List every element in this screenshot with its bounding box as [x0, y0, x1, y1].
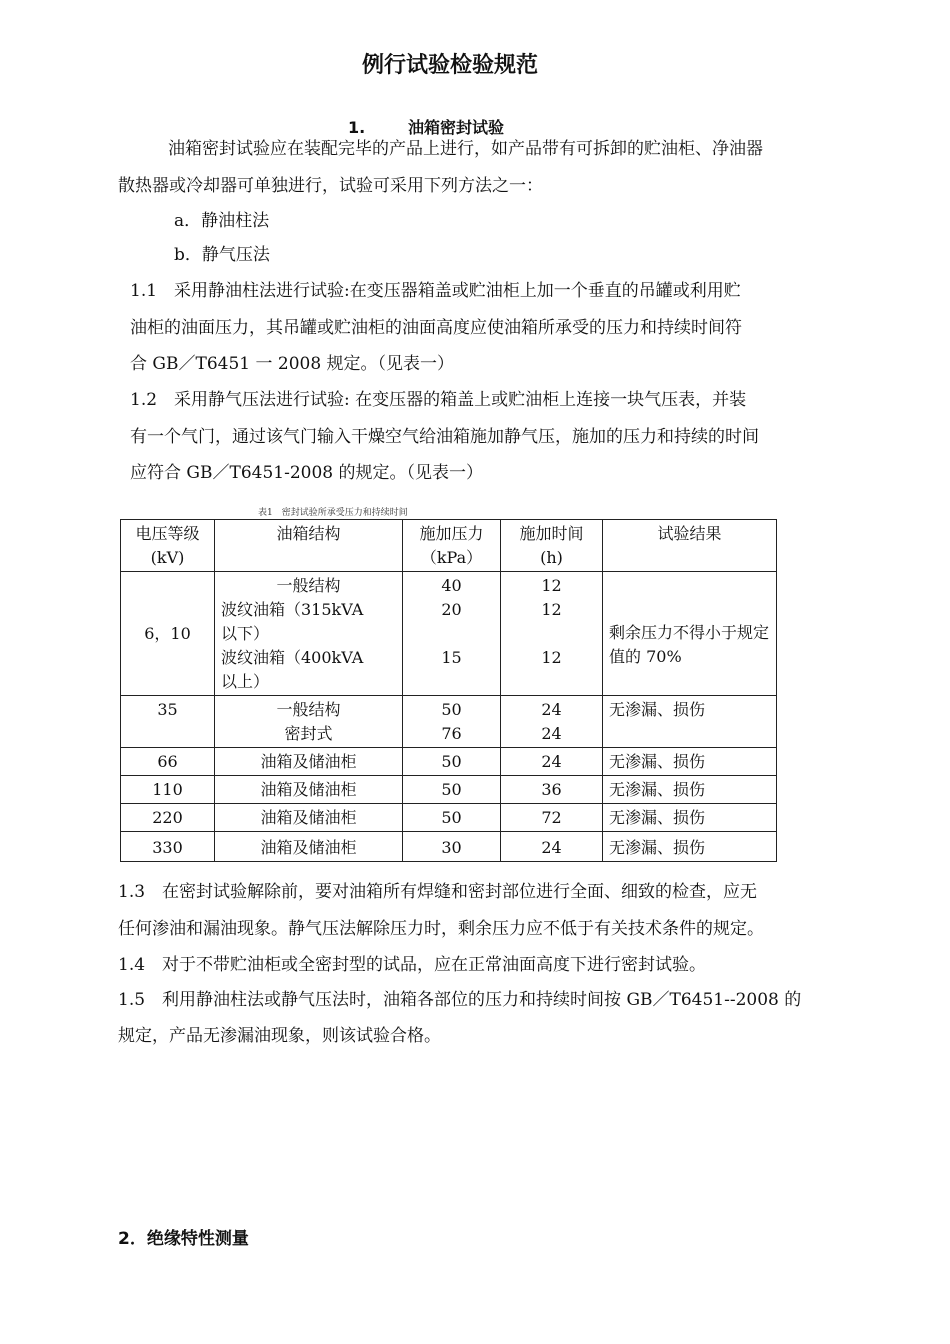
cell-time: 72: [501, 804, 603, 832]
para-1-1-line-2: 油柜的油面压力，其吊罐或贮油柜的油面高度应使油箱所承受的压力和持续时间符: [130, 318, 742, 338]
header-pressure: 施加压力 （kPa）: [403, 520, 501, 572]
para-1-2-line-3: 应符合 GB／T6451-2008 的规定。（见表一）: [130, 463, 483, 483]
cell-structure: 一般结构 波纹油箱（315kVA以下） 波纹油箱（400kVA以上）: [215, 572, 403, 696]
table-row: [121, 748, 777, 776]
table-row: [121, 696, 777, 748]
para-1-2-line-1: 1.2 采用静气压法进行试验: 在变压器的箱盖上或贮油柜上连接一块气压表，并装: [130, 390, 747, 410]
para-1-4: 1.4 对于不带贮油柜或全密封型的试品，应在正常油面高度下进行密封试验。: [118, 955, 707, 975]
cell-voltage: 220: [121, 804, 215, 832]
cell-result: 剩余压力不得小于规定值的 70%: [603, 572, 777, 696]
table-header-row: [121, 520, 777, 572]
cell-pressure: 30: [403, 832, 501, 862]
cell-pressure: 50 76: [403, 696, 501, 748]
cell-pressure: 50: [403, 748, 501, 776]
cell-structure: 油箱及储油柜: [215, 776, 403, 804]
cell-time: 36: [501, 776, 603, 804]
cell-time: 12 12 12: [501, 572, 603, 696]
method-b: b．静气压法: [174, 245, 270, 265]
table-row: [121, 832, 777, 862]
table-row: [121, 572, 777, 696]
cell-result: 无渗漏、损伤: [603, 748, 777, 776]
table-row: [121, 776, 777, 804]
cell-voltage: 35: [121, 696, 215, 748]
cell-voltage: 110: [121, 776, 215, 804]
para-1-5-line-1: 1.5 利用静油柱法或静气压法时，油箱各部位的压力和持续时间按 GB／T6451--2008 的: [118, 990, 802, 1010]
header-time: 施加时间 (h): [501, 520, 603, 572]
document-title: 例行试验检验规范: [361, 53, 538, 78]
cell-result: 无渗漏、损伤: [603, 804, 777, 832]
cell-result: 无渗漏、损伤: [603, 832, 777, 862]
cell-time: 24: [501, 748, 603, 776]
section-1-title: 油箱密封试验: [408, 118, 505, 137]
cell-voltage: 330: [121, 832, 215, 862]
para-1-2-line-2: 有一个气门，通过该气门输入干燥空气给油箱施加静气压，施加的压力和持续的时间: [130, 427, 759, 447]
table-row: [121, 804, 777, 832]
header-voltage: 电压等级 (kV): [121, 520, 215, 572]
header-structure: 油箱结构: [215, 520, 403, 572]
cell-result: 无渗漏、损伤: [603, 776, 777, 804]
cell-voltage: 66: [121, 748, 215, 776]
intro-line-1: 油箱密封试验应在装配完毕的产品上进行，如产品带有可拆卸的贮油柜、净油器: [168, 139, 763, 159]
intro-line-2: 散热器或冷却器可单独进行，试验可采用下列方法之一：: [118, 176, 543, 196]
pressure-table: [120, 519, 777, 862]
method-a: a．静油柱法: [174, 211, 270, 231]
cell-voltage: 6，10: [121, 572, 215, 696]
table-caption: 表1 密封试验所承受压力和持续时间: [258, 508, 408, 518]
section-1-heading: [348, 115, 504, 138]
para-1-3-line-2: 任何渗油和漏油现象。静气压法解除压力时，剩余压力应不低于有关技术条件的规定。: [118, 919, 764, 939]
cell-result: 无渗漏、损伤: [603, 696, 777, 748]
cell-structure: 油箱及储油柜: [215, 804, 403, 832]
para-1-1-line-3: 合 GB／T6451 一 2008 规定。（见表一）: [130, 354, 455, 374]
cell-pressure: 50: [403, 804, 501, 832]
cell-pressure: 40 20 15: [403, 572, 501, 696]
cell-time: 24 24: [501, 696, 603, 748]
cell-structure: 油箱及储油柜: [215, 832, 403, 862]
cell-pressure: 50: [403, 776, 501, 804]
cell-structure: 一般结构 密封式: [215, 696, 403, 748]
section-2-heading: 2．绝缘特性测量: [118, 1229, 249, 1249]
section-1-number: 1.: [348, 118, 366, 137]
para-1-1-line-1: 1.1 采用静油柱法进行试验:在变压器箱盖或贮油柜上加一个垂直的吊罐或利用贮: [130, 281, 741, 301]
para-1-5-line-2: 规定，产品无渗漏油现象，则该试验合格。: [118, 1026, 441, 1046]
para-1-3-line-1: 1.3 在密封试验解除前，要对油箱所有焊缝和密封部位进行全面、细致的检查，应无: [118, 882, 758, 902]
cell-time: 24: [501, 832, 603, 862]
cell-structure: 油箱及储油柜: [215, 748, 403, 776]
header-result: 试验结果: [603, 520, 777, 572]
